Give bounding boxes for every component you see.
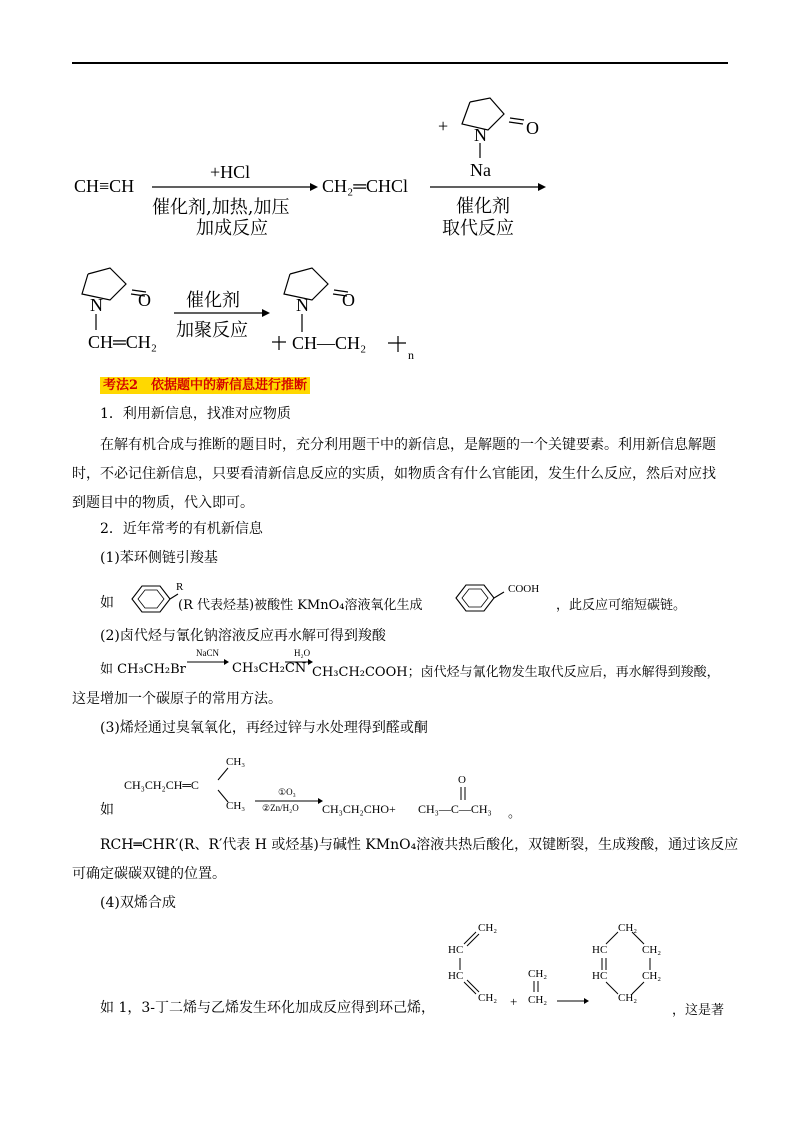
atom-o: O: [526, 118, 539, 138]
sub1-title: (1)苯环侧链引羧基: [100, 550, 218, 566]
sub3-prefix: 如: [100, 802, 114, 818]
sub2-arrow-1: [186, 657, 230, 667]
ring-ch2-bottom: CH₂: [618, 992, 638, 1004]
sub2-reagent-nacn: NaCN: [196, 648, 219, 658]
sub3-para-line2: 可确定碳碳双键的位置。: [72, 866, 226, 882]
catalyst-label-2: 催化剂: [456, 196, 510, 217]
sub1-middle-text: (R 代表烃基)被酸性 KMnO₄溶液氧化生成: [178, 598, 423, 613]
reaction-type-1: 加成反应: [196, 218, 268, 239]
sub2-product-text: CH₃CH₂COOH；卤代烃与氰化物发生取代反应后，再水解得到羧酸，: [312, 665, 720, 680]
item1-para-line2: 时，不必记住新信息，只要看清新信息反应的实质，如物质含有什么官能团，发生什么反应，然后对应找: [72, 466, 716, 482]
benzene-ring-r: [120, 582, 180, 616]
reaction-type-3: 加聚反应: [176, 320, 248, 341]
sub1-suffix: ，此反应可缩短碳链。: [556, 598, 687, 613]
item1-title: 1．利用新信息，找准对应物质: [100, 406, 291, 422]
sub3-reagent-zinc: ②Zn/H₂O: [262, 803, 299, 813]
sub4-text: 如 1，3-丁二烯与乙烯发生环化加成反应得到环己烯，: [100, 1000, 435, 1016]
catalyst-label-3: 催化剂: [186, 290, 240, 311]
sub3-carbonyl-bond: [456, 786, 470, 802]
sub3-reagent-ozone: ①O₃: [278, 787, 296, 797]
header-rule: [72, 62, 728, 64]
ethene-ch2-bottom: CH₂: [528, 994, 548, 1006]
diene-hc-2: HC: [448, 970, 464, 982]
diels-alder-arrow: [556, 996, 590, 1006]
sub2-reagent-water: H₂O: [294, 648, 311, 658]
sub3-para-line1: RCH═CHR′(R、R′代表 H 或烃基)与碱性 KMnO₄溶液共热后酸化，双键断裂，生成羧酸，通过该反应: [100, 837, 739, 853]
sub1-prefix: 如: [100, 595, 114, 611]
reaction-type-2: 取代反应: [442, 218, 514, 239]
diene-ch2-top: CH₂: [478, 922, 498, 934]
monomer-atom-n: N: [90, 295, 103, 315]
item1-para-line1: 在解有机合成与推断的题目时，充分利用题干中的新信息，是解题的一个关键要素。利用新信息解题: [100, 437, 716, 453]
sub2-arrow-2: [284, 657, 314, 667]
sub2-start: 如 CH₃CH₂Br: [100, 662, 186, 677]
sub4-title: (4)双烯合成: [100, 895, 176, 911]
ring-ch2-right-1: CH₂: [642, 944, 662, 956]
sub2-line2: 这是增加一个碳原子的常用方法。: [72, 691, 282, 707]
reagent-hcl: +HCl: [210, 162, 251, 182]
plus-sign-2: +: [510, 994, 518, 1009]
sub3-ch3-bottom: CH₃: [226, 800, 246, 812]
diene-ch2-bottom: CH₂: [478, 992, 498, 1004]
sub3-ketone: CH₃—C—CH₃: [418, 802, 492, 816]
ring-ch2-right-2: CH₂: [642, 970, 662, 982]
polymer-atom-o: O: [342, 290, 355, 310]
reaction-arrow-1: [150, 180, 320, 194]
sub1-cooh-label: COOH: [508, 583, 540, 595]
diene-hc-1: HC: [448, 944, 464, 956]
ring-hc-1: HC: [592, 944, 608, 956]
polymer-chain: CH—CH₂: [292, 333, 367, 353]
sub2-title: (2)卤代烃与氰化钠溶液反应再水解可得到羧酸: [100, 628, 386, 644]
section-heading: 考法2 依据题中的新信息进行推断: [100, 377, 310, 394]
atom-na: Na: [470, 160, 491, 180]
intermediate-vinyl-chloride: CH₂═CHCl: [322, 176, 409, 196]
sub3-aldehyde: CH₃CH₂CHO+: [322, 802, 396, 816]
sub3-end-period: 。: [508, 806, 522, 821]
ring-ch2-top: CH₂: [618, 922, 638, 934]
monomer-atom-o: O: [138, 290, 151, 310]
conditions-1: 催化剂,加热,加压: [152, 197, 290, 218]
polymer-n-subscript: n: [408, 348, 414, 362]
sub1-r-label: R: [176, 581, 184, 593]
diene-bonds: [452, 928, 492, 998]
ring-hc-2: HC: [592, 970, 608, 982]
sub3-ch3-top: CH₃: [226, 756, 246, 768]
sub4-suffix: ，这是著: [672, 1003, 725, 1018]
item1-para-line3: 到题目中的物质，代入即可。: [72, 495, 254, 511]
reactant-acetylene: CH≡CH: [74, 176, 135, 196]
item2-title: 2．近年常考的有机新信息: [100, 521, 263, 537]
sub2-nitrile: CH₃CH₂CN: [232, 661, 307, 676]
ring-bonds: [596, 928, 666, 998]
ethene-double-bond: [530, 980, 544, 994]
sub3-ketone-oxygen: O: [458, 774, 466, 786]
sub3-title: (3)烯烃通过臭氧氧化，再经过锌与水处理得到醛或酮: [100, 720, 428, 736]
plus-sign: +: [438, 116, 449, 136]
sub3-alkene: CH₃CH₂CH═C: [124, 778, 199, 792]
monomer-vinyl-chain: CH═CH₂: [88, 332, 158, 352]
polymer-atom-n: N: [296, 295, 309, 315]
ethene-ch2-top: CH₂: [528, 968, 548, 980]
atom-n: N: [474, 125, 487, 145]
